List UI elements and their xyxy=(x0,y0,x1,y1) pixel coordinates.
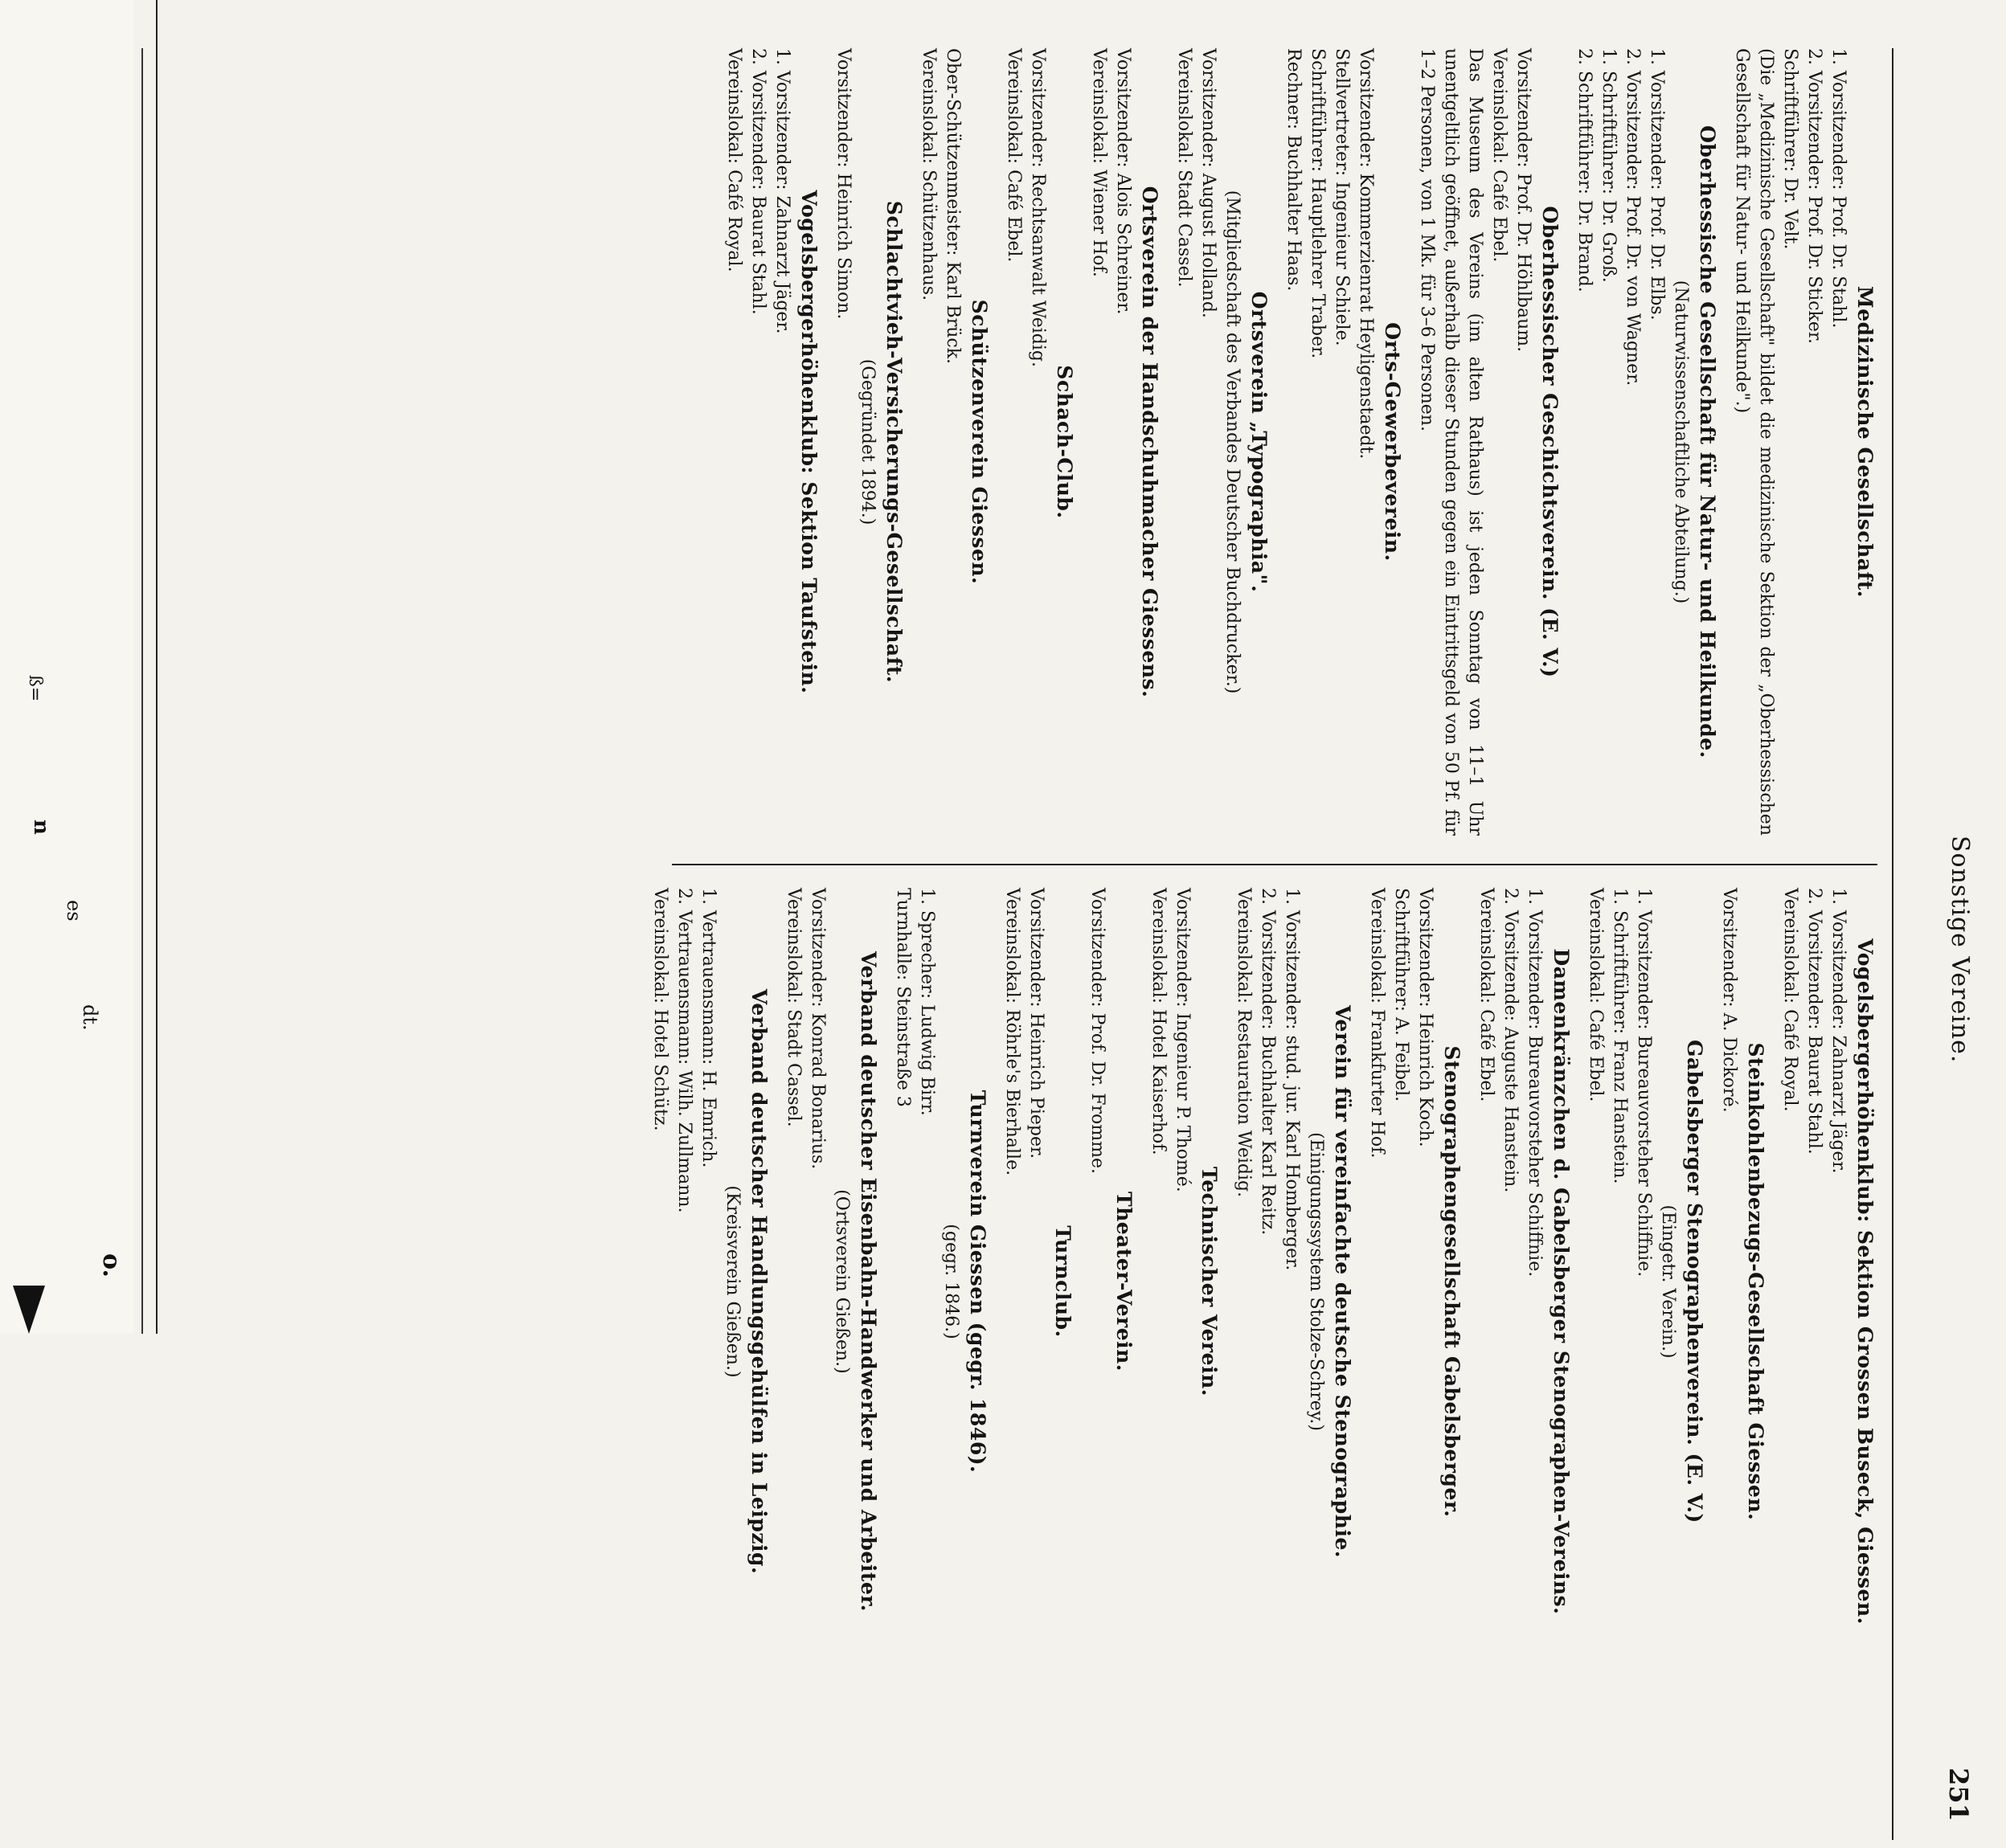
officer-line: 1. Sprecher: Ludwig Birr. xyxy=(917,888,937,1116)
club-name: Orts-Gewerbeverein. xyxy=(1381,322,1404,562)
club-name: Vogelsbergerhöhenklub: Sektion Grossen Buseck, Giessen. xyxy=(1853,938,1877,1625)
club-name: Oberhessische Gesellschaft für Natur- und Heilkunde. xyxy=(1696,125,1719,758)
page-number: 251 xyxy=(1943,1768,1974,1821)
officer-line: Vereinslokal: Café Ebel. xyxy=(1004,48,1024,263)
club-entry xyxy=(1730,48,1877,836)
club-name: Turnclub. xyxy=(1051,1225,1075,1338)
officer-line: 2. Vorsitzender: Baurat Stahl. xyxy=(1804,888,1824,1155)
club-entry xyxy=(722,48,821,836)
officer-line: Vorsitzender: Heinrich Koch. xyxy=(1415,888,1435,1147)
margin-fragment: es xyxy=(63,900,85,922)
officer-line: Vereinslokal: Café Royal. xyxy=(724,48,744,272)
club-name: Verein für vereinfachte deutsche Stenographie. xyxy=(1331,1004,1354,1559)
club-entry xyxy=(1000,888,1075,1675)
officer-line: Vorsitzender: Ingenieur P. Thomé. xyxy=(1173,888,1193,1192)
club-note: Das Museum des Vereins (im alten Rathaus) ist jeden Sonntag von 11–1 Uhr unentgeltlich geöffnet, außerhalb dieser Stunden gegen ein Eintrittsgeld von 50 Pf. für 1–2 Personen, von 1 Mk. für 3–6 Personen. xyxy=(1417,48,1485,836)
club-subtitle: (Eingetr. Verein.) xyxy=(1658,1204,1678,1359)
officer-line: 1. Vorsitzender: Bureauvorsteher Schiffnie. xyxy=(1525,888,1545,1278)
club-entry xyxy=(916,48,992,836)
officer-line: 1. Schriftführer: Dr. Groß. xyxy=(1599,48,1619,283)
club-name: Damenkränzchen d. Gabelsberger Stenographen-Vereins. xyxy=(1550,948,1573,1615)
officer-line: Vorsitzender: Prof. Dr. Fromme. xyxy=(1087,888,1107,1174)
officer-line: 1. Vorsitzender: Prof. Dr. Elbs. xyxy=(1647,48,1667,321)
margin-fragment: o. xyxy=(97,1253,125,1278)
officer-line: 2. Vorsitzender: Prof. Dr. von Wagner. xyxy=(1623,48,1643,386)
club-entry xyxy=(648,888,772,1675)
officer-line: 1. Schriftführer: Franz Hanstein. xyxy=(1610,888,1630,1184)
club-name: Theater-Verein. xyxy=(1112,1191,1136,1372)
club-entry xyxy=(1572,48,1720,836)
officer-line: Vereinslokal: Café Ebel. xyxy=(1586,888,1606,1102)
officer-line: Schriftführer: Dr. Velt. xyxy=(1780,48,1800,250)
club-entry xyxy=(1474,888,1574,1675)
club-name: Verband deutscher Handlungsgehülfen in Leipzig. xyxy=(747,988,771,1575)
right-column xyxy=(650,888,1877,1675)
officer-line: 1. Vertrauensmann: H. Emrich. xyxy=(698,888,718,1168)
club-subtitle: (Mitgliedschaft des Verbandes Deutscher Buchdrucker.) xyxy=(1222,190,1242,694)
officer-line: 1. Vorsitzender: Bureauvorsteher Schiffnie. xyxy=(1634,888,1654,1278)
page-fold-line xyxy=(156,0,158,1334)
club-entry xyxy=(1365,888,1464,1675)
club-name: Schlachtvieh-Versicherungs-Gesellschaft. xyxy=(882,200,906,684)
margin-fragment: ß= xyxy=(25,675,45,702)
club-entry xyxy=(1172,48,1271,836)
club-note: (Die „Medizinische Gesellschaft" bildet die medizinische Sektion der „Oberhessischen Gesellschaft für Natur- und Heilkunde".) xyxy=(1732,48,1776,836)
officer-line: Ober-Schützenmeister: Karl Brück. xyxy=(943,48,963,365)
club-name: Schach-Club. xyxy=(1053,365,1076,519)
officer-line: 1. Vorsitzender: Prof. Dr. Stahl. xyxy=(1828,48,1848,329)
officer-line: Vorsitzender: Prof. Dr. Höhlbaum. xyxy=(1513,48,1533,353)
club-entry xyxy=(1146,888,1222,1675)
club-name: Schützenverein Giessen. xyxy=(968,299,991,585)
club-entry xyxy=(1231,888,1355,1675)
officer-line: Vereinslokal: Wiener Hof. xyxy=(1089,48,1109,277)
club-name: Ortsverein der Handschuhmacher Giessens. xyxy=(1138,186,1161,698)
club-name: Gabelsberger Stenographenverein. (E. V.) xyxy=(1683,1040,1706,1523)
officer-line: Vereinslokal: Café Royal. xyxy=(1780,888,1800,1112)
officer-line: Schriftführer: Hauptlehrer Traber. xyxy=(1308,48,1328,359)
officer-line: Vereinslokal: Stadt Cassel. xyxy=(784,888,804,1127)
officer-line: 2. Vorsitzende: Auguste Hanstein. xyxy=(1500,888,1521,1193)
officer-line: Schriftführer: A. Feibel. xyxy=(1391,888,1411,1102)
club-entry xyxy=(890,888,990,1675)
club-subtitle: (Kreisverein Gießen.) xyxy=(723,1185,743,1378)
left-column xyxy=(688,48,1877,836)
club-entry xyxy=(781,888,881,1675)
club-subtitle: (gegr. 1846.) xyxy=(941,1224,961,1339)
club-subtitle: (Ortsverein Gießen.) xyxy=(832,1189,852,1374)
margin-fragment: n xyxy=(29,820,53,835)
club-name: Turnverein Giessen (gegr. 1846). xyxy=(966,1090,989,1474)
running-head xyxy=(1918,0,1974,1848)
club-name: Stenographengesellschaft Gabelsberger. xyxy=(1440,1045,1464,1518)
officer-line: Vereinslokal: Café Ebel. xyxy=(1489,48,1509,263)
club-name: Oberhessischer Geschichtsverein. (E. V.) xyxy=(1538,206,1562,678)
officer-line: 1. Vorsitzender: stud. jur. Karl Homberger. xyxy=(1282,888,1302,1271)
club-name: Vogelsbergerhöhenklub: Sektion Taufstein. xyxy=(797,190,821,694)
officer-line: Vereinslokal: Stadt Cassel. xyxy=(1174,48,1194,288)
officer-line: Vereinslokal: Frankfurter Hof. xyxy=(1367,888,1387,1159)
officer-line: Vorsitzender: Konrad Bonarius. xyxy=(808,888,828,1170)
officer-line: Vereinslokal: Hotel Schütz. xyxy=(650,888,670,1131)
club-entry xyxy=(831,48,907,836)
club-name: Verband deutscher Eisenbahn-Handwerker und Arbeiter. xyxy=(857,951,880,1612)
club-subtitle: (Naturwissenschaftliche Abteilung.) xyxy=(1671,280,1691,604)
club-entry xyxy=(1085,888,1136,1675)
officer-line: Turnhalle: Steinstraße 3 xyxy=(893,888,913,1107)
page-title: Sonstige Vereine. xyxy=(1946,836,1974,1064)
adjacent-page-strip xyxy=(0,0,133,1334)
officer-line: Vorsitzender: A. Dickoré. xyxy=(1719,888,1739,1113)
officer-line: Vorsitzender: Kommerzienrat Heyligenstaedt. xyxy=(1356,48,1376,460)
officer-line: Rechner: Buchhalter Haas. xyxy=(1283,48,1304,292)
club-subtitle: (Einigungssystem Stolze-Schrey.) xyxy=(1306,1132,1326,1431)
officer-line: Vereinslokal: Restauration Weidig. xyxy=(1234,888,1254,1198)
club-name: Medizinische Gesellschaft. xyxy=(1853,286,1877,598)
officer-line: 2. Vorsitzender: Baurat Stahl. xyxy=(748,48,768,315)
officer-line: 2. Vertrauensmann: Wilh. Zullmann. xyxy=(674,888,694,1213)
officer-line: Vereinslokal: Hotel Kaiserhof. xyxy=(1148,888,1169,1155)
header-rule xyxy=(1892,48,1893,1840)
club-name: Technischer Verein. xyxy=(1197,1167,1221,1396)
club-entry xyxy=(1778,888,1877,1675)
officer-line: Vereinslokal: Schützenhaus. xyxy=(919,48,939,301)
club-entry xyxy=(1717,888,1768,1675)
officer-line: Vereinslokal: Café Ebel. xyxy=(1476,888,1496,1102)
club-entry xyxy=(1001,48,1077,836)
officer-line: 1. Vorsitzender: Zahnarzt Jäger. xyxy=(1828,888,1848,1174)
column-divider xyxy=(672,864,1877,865)
club-entry xyxy=(1281,48,1405,836)
margin-fragment: dt. xyxy=(79,1004,101,1031)
officer-line: Vorsitzender: Heinrich Pieper. xyxy=(1026,888,1046,1159)
officer-line: 2. Vorsitzender: Buchhalter Karl Reitz. xyxy=(1258,888,1278,1236)
officer-line: Vorsitzender: Alois Schreiner. xyxy=(1113,48,1133,315)
club-entry xyxy=(1414,48,1562,836)
club-entry xyxy=(1583,888,1707,1675)
officer-line: 2. Vorsitzender: Prof. Dr. Sticker. xyxy=(1804,48,1824,344)
officer-line: Vorsitzender: August Holland. xyxy=(1198,48,1218,318)
officer-line: 1. Vorsitzender: Zahnarzt Jäger. xyxy=(772,48,792,334)
club-entry xyxy=(1087,48,1162,836)
page-fold-shadow xyxy=(141,48,143,1334)
club-name: Ortsverein „Typographia". xyxy=(1247,291,1271,593)
officer-line: Vorsitzender: Heinrich Simon. xyxy=(833,48,854,320)
club-name: Steinkohlenbezugs-Gesellschaft Giessen. xyxy=(1744,1042,1767,1521)
officer-line: 2. Schriftführer: Dr. Brand. xyxy=(1574,48,1595,292)
club-subtitle: (Gegründet 1894.) xyxy=(858,358,878,525)
officer-line: Vereinslokal: Röhrle's Bierhalle. xyxy=(1002,888,1022,1176)
officer-line: Stellvertreter: Ingenieur Schiele. xyxy=(1332,48,1352,346)
officer-line: Vorsitzender: Rechtsanwalt Weidig. xyxy=(1028,48,1048,367)
